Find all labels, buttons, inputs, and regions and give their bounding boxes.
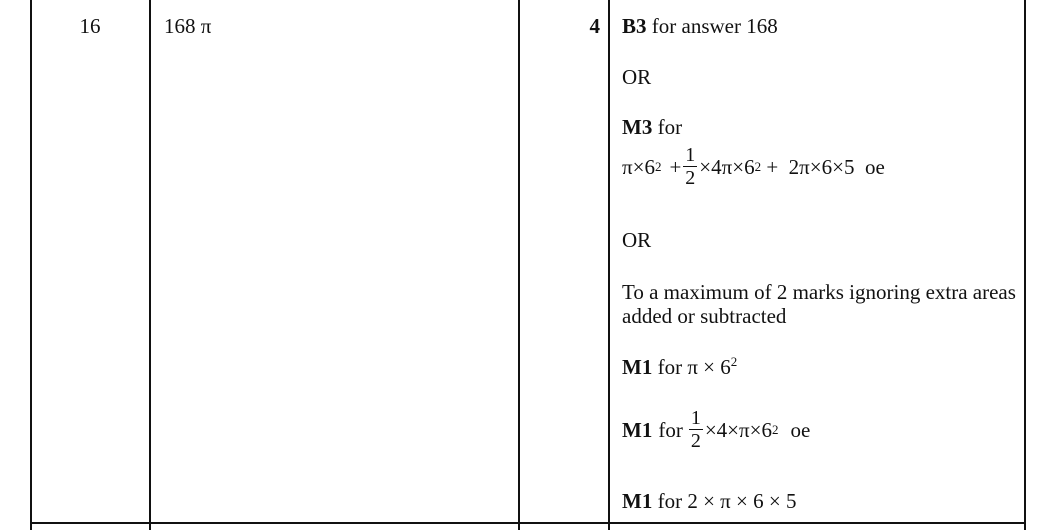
m1b-label: M1 bbox=[622, 417, 653, 442]
m3-expr-a: π×6 bbox=[622, 154, 655, 179]
table-border-left bbox=[30, 0, 32, 530]
b3-line bbox=[622, 14, 778, 38]
m1b-frac-num: 1 bbox=[690, 407, 701, 429]
m1c-text: for 2 × π × 6 × 5 bbox=[657, 489, 797, 513]
m3-expression: π×6 2 + $\frac{1}{2}$ ×4π×6 2 + 2π×6×5 oe bbox=[622, 144, 885, 189]
m3-frac-den: 2 bbox=[685, 167, 696, 189]
m1c-label: M1 bbox=[622, 489, 653, 513]
m1b-oe: oe bbox=[790, 417, 811, 442]
m3-fraction bbox=[683, 145, 697, 188]
m3-text: for bbox=[657, 115, 683, 139]
m1b-frac-den: 2 bbox=[690, 430, 701, 452]
table-divider-1 bbox=[149, 0, 151, 530]
marks-value: 4 bbox=[589, 14, 600, 38]
table-divider-3 bbox=[608, 0, 610, 530]
marks-cell bbox=[520, 14, 600, 38]
table-divider-2 bbox=[518, 0, 520, 530]
m1a-text: for π × 6 bbox=[657, 355, 731, 379]
m3-frac-num: 1 bbox=[685, 144, 696, 166]
maximum-marks-note: To a maximum of 2 marks ignoring extra areas added or subtracted bbox=[622, 280, 1016, 328]
m3-expr-b: ×4π×6 bbox=[699, 154, 755, 179]
answer-cell: 168 π bbox=[164, 14, 212, 38]
m3-label: M3 bbox=[622, 115, 653, 139]
m3-line bbox=[622, 115, 682, 139]
m1b-expr: ×4×π×6 bbox=[704, 417, 772, 442]
b3-label: B3 bbox=[622, 14, 647, 38]
m1a-label: M1 bbox=[622, 355, 653, 379]
m1-line-b: M1 for $\frac{1}{2}$ ×4×π×6 2 oe bbox=[622, 407, 811, 452]
m3-expr-c: + 2π×6×5 oe bbox=[761, 154, 885, 179]
m1-line-a bbox=[622, 355, 737, 379]
table-row-bottom-border bbox=[30, 522, 1026, 524]
question-number: 16 bbox=[79, 14, 101, 38]
m1a-exp: 2 bbox=[730, 354, 738, 369]
or-separator-1: OR bbox=[622, 65, 652, 89]
table-border-right bbox=[1024, 0, 1026, 530]
m1-line-c bbox=[622, 489, 796, 513]
b3-text: for answer 168 bbox=[651, 14, 778, 38]
m1b-text: for bbox=[658, 417, 683, 442]
or-separator-2: OR bbox=[622, 228, 652, 252]
m3-plus: + bbox=[669, 154, 682, 179]
m1b-fraction bbox=[689, 408, 703, 451]
